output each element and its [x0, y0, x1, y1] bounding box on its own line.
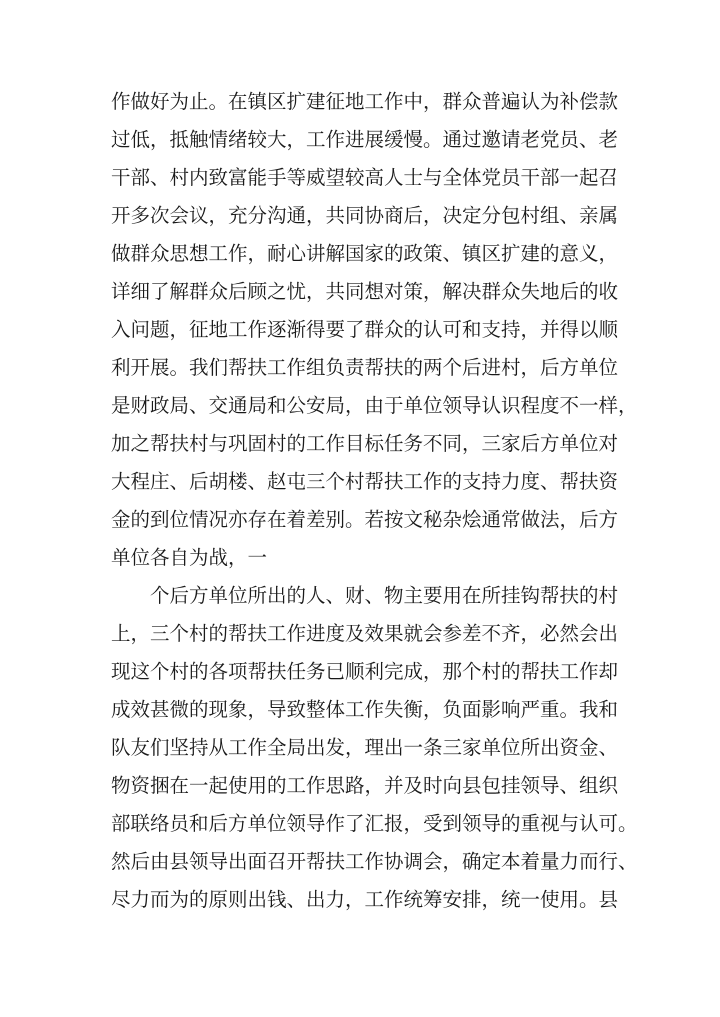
paragraph-1-line-6: 详细了解群众后顾之忧，共同想对策，解决群众失地后的收 [111, 280, 619, 303]
paragraph-1-line-11: 大程庄、后胡楼、赵屯三个村帮扶工作的支持力度、帮扶资 [111, 470, 619, 493]
paragraph-1-line-3: 干部、村内致富能手等威望较高人士与全体党员干部一起召 [111, 166, 619, 189]
paragraph-1-line-4: 开多次会议，充分沟通，共同协商后，决定分包村组、亲属 [111, 204, 619, 227]
paragraph-2-line-9: 尽力而为的原则出钱、出力，工作统筹安排，统一使用。县 [111, 888, 619, 911]
paragraph-2-line-2: 上，三个村的帮扶工作进度及效果就会参差不齐，必然会出 [111, 622, 619, 645]
paragraph-2-line-4: 成效甚微的现象，导致整体工作失衡，负面影响严重。我和 [111, 698, 619, 721]
paragraph-1-line-9: 是财政局、交通局和公安局，由于单位领导认识程度不一样， [111, 394, 638, 417]
paragraph-2-line-6: 物资捆在一起使用的工作思路，并及时向县包挂领导、组织 [111, 774, 619, 797]
paragraph-2-line-3: 现这个村的各项帮扶任务已顺利完成，那个村的帮扶工作却 [111, 660, 619, 683]
paragraph-1-line-7: 入问题，征地工作逐渐得要了群众的认可和支持，并得以顺 [111, 318, 619, 341]
paragraph-1-line-2: 过低，抵触情绪较大，工作进展缓慢。通过邀请老党员、老 [111, 128, 619, 151]
paragraph-1-line-12: 金的到位情况亦存在着差别。若按文秘杂烩通常做法，后方 [111, 508, 619, 531]
paragraph-2-line-8: 然后由县领导出面召开帮扶工作协调会，确定本着量力而行、 [111, 850, 638, 873]
paragraph-1-line-13: 单位各自为战，一 [111, 546, 268, 569]
paragraph-2-line-7: 部联络员和后方单位领导作了汇报，受到领导的重视与认可。 [111, 812, 638, 835]
paragraph-1-line-1: 作做好为止。在镇区扩建征地工作中，群众普遍认为补偿款 [111, 90, 619, 113]
paragraph-2-line-5: 队友们坚持从工作全局出发，理出一条三家单位所出资金、 [111, 736, 619, 759]
paragraph-1-line-5: 做群众思想工作，耐心讲解国家的政策、镇区扩建的意义， [111, 242, 619, 265]
paragraph-2-line-1: 个后方单位所出的人、财、物主要用在所挂钩帮扶的村 [150, 584, 619, 607]
paragraph-1-line-8: 利开展。我们帮扶工作组负责帮扶的两个后进村，后方单位 [111, 356, 619, 379]
paragraph-1-line-10: 加之帮扶村与巩固村的工作目标任务不同，三家后方单位对 [111, 432, 619, 455]
